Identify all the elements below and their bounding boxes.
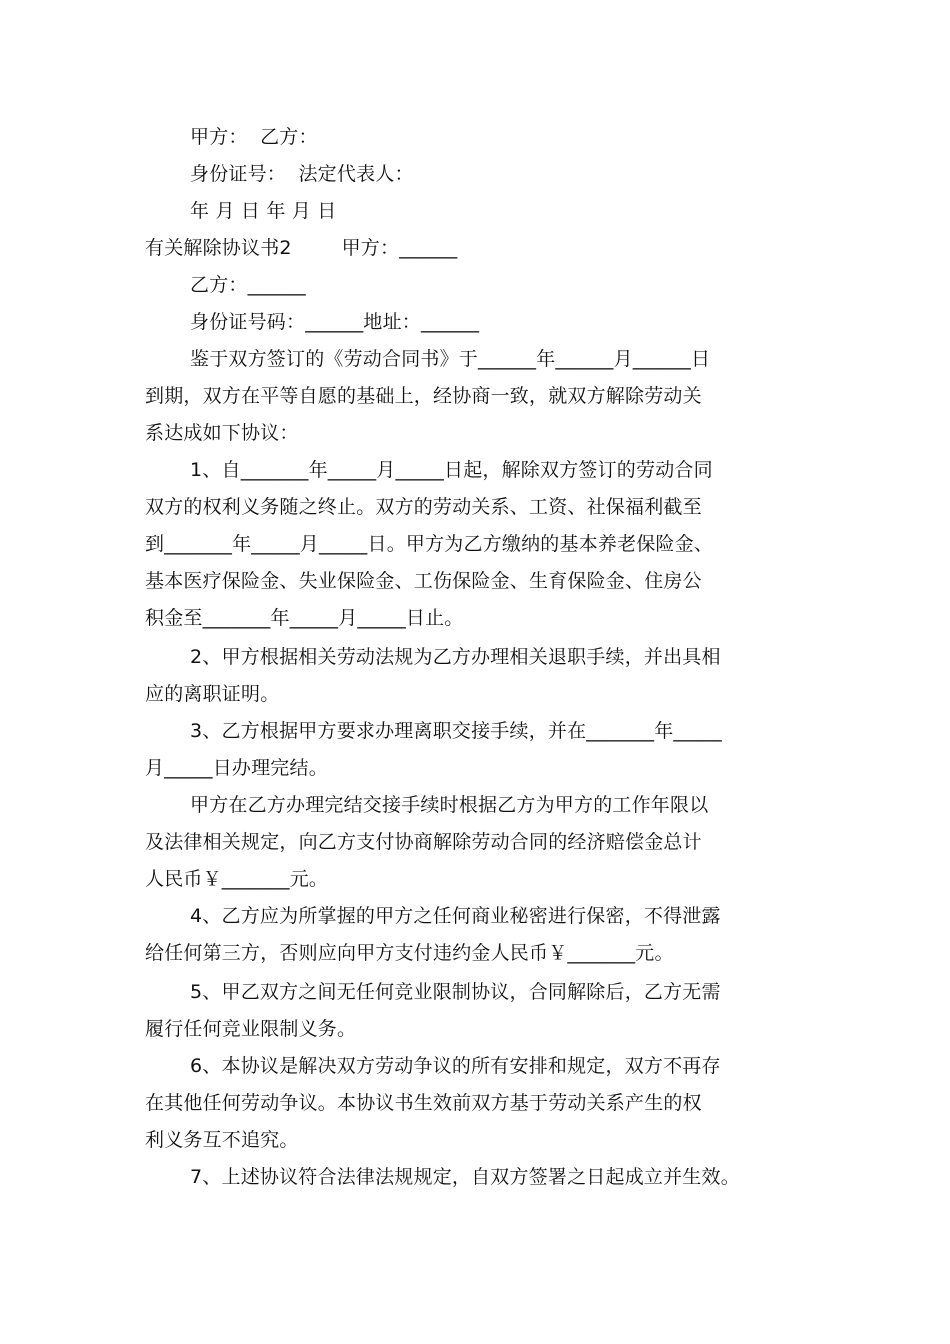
clause-1-line: 积金至_______年_____月_____日止。: [145, 607, 464, 629]
clause-5-line: 履行任何竞业限制义务。: [145, 1018, 357, 1040]
clause-3-line: 3、乙方根据甲方要求办理离职交接手续，并在_______年_____: [190, 720, 722, 742]
clause-1-line: 到_______年_____月_____日。甲方为乙方缴纳的基本养老保险金、: [145, 533, 714, 555]
clause-2-line: 应的离职证明。: [145, 683, 280, 705]
section-title-line: 有关解除协议书2 甲方：______: [145, 237, 458, 259]
clause-6-line: 6、本协议是解决双方劳动争议的所有安排和规定，双方不再存: [190, 1055, 721, 1077]
clause-5-line: 5、甲乙双方之间无任何竞业限制协议，合同解除后，乙方无需: [190, 981, 721, 1003]
id-address-line: 身份证号码：______地址：______: [190, 311, 480, 333]
compensation-line: 甲方在乙方办理完结交接手续时根据乙方为甲方的工作年限以: [190, 794, 709, 816]
clause-6-line: 在其他任何劳动争议。本协议书生效前双方基于劳动关系产生的权: [145, 1092, 702, 1114]
clause-2-line: 2、甲方根据相关劳动法规为乙方办理相关退职手续，并出具相: [190, 646, 721, 668]
party-b-line: 乙方：______: [190, 274, 306, 296]
paragraph-line: 鉴于双方签订的《劳动合同书》于______年______月______日: [190, 348, 711, 370]
id-representative-line: 身份证号： 法定代表人：: [190, 163, 414, 185]
compensation-line: 及法律相关规定，向乙方支付协商解除劳动合同的经济赔偿金总计: [145, 831, 702, 853]
clause-7-line: 7、上述协议符合法律法规规定，自双方签署之日起成立并生效。: [190, 1166, 740, 1188]
date-line: 年 月 日 年 月 日: [190, 200, 337, 222]
clause-6-line: 利义务互不追究。: [145, 1129, 299, 1151]
clause-4-line: 4、乙方应为所掌握的甲方之任何商业秘密进行保密，不得泄露: [190, 905, 721, 927]
clause-1-line: 基本医疗保险金、失业保险金、工伤保险金、生育保险金、住房公: [145, 570, 702, 592]
clause-3-line: 月_____日办理完结。: [145, 757, 328, 779]
paragraph-line: 到期，双方在平等自愿的基础上，经协商一致，就双方解除劳动关: [145, 385, 702, 407]
clause-1-line: 双方的权利义务随之终止。双方的劳动关系、工资、社保福利截至: [145, 496, 702, 518]
compensation-line: 人民币￥_______元。: [145, 868, 329, 890]
clause-1-line: 1、自_______年_____月_____日起，解除双方签订的劳动合同: [190, 459, 713, 481]
clause-4-line: 给任何第三方，否则应向甲方支付违约金人民币￥_______元。: [145, 942, 674, 964]
paragraph-line: 系达成如下协议：: [145, 422, 299, 444]
party-header-line: 甲方： 乙方：: [190, 126, 318, 148]
